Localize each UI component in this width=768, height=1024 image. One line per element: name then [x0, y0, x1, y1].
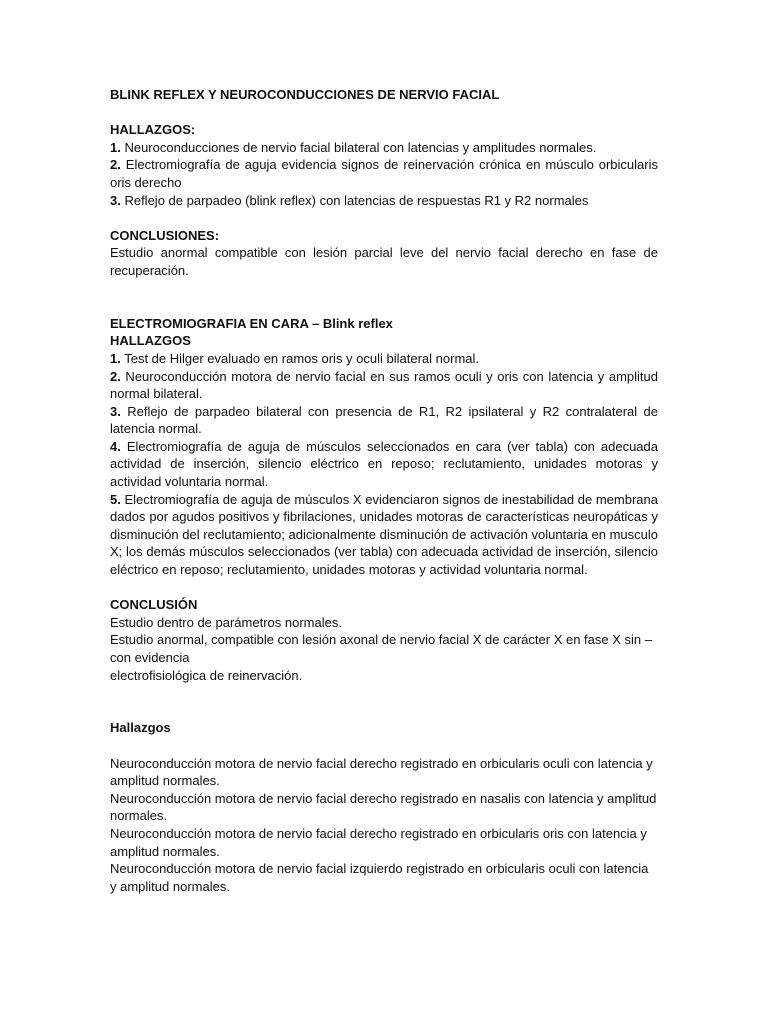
list-item: Neuroconducción motora de nervio facial derecho registrado en orbicularis oculi con latencia y amplitud normales. [110, 755, 653, 789]
finding-text: Electromiografía de aguja de músculos seleccionados en cara (ver tabla) con adecuada actividad de inserción, silencio eléctrico en reposo; reclutamiento, unidades motoras y actividad voluntaria normal. [110, 438, 658, 490]
section1-conclusions-text: Estudio anormal compatible con lesión parcial leve del nervio facial derecho en fase de recuperación. [110, 245, 658, 278]
section3-heading: Hallazgos [110, 720, 171, 736]
finding-number: 1. [110, 350, 121, 366]
conclusion-line: Estudio dentro de parámetros normales. [110, 614, 342, 630]
list-item: Neuroconducción motora de nervio facial derecho registrado en orbicularis oris con latencia y amplitud normales. [110, 825, 647, 859]
section1-findings-heading: HALLAZGOS: [110, 122, 196, 138]
finding-item [110, 438, 658, 491]
finding-text: Neuroconducción motora de nervio facial en sus ramos oculi y oris con latencia y amplitud normal bilateral. [110, 368, 658, 402]
finding-item [110, 192, 658, 210]
list-item: Neuroconducción motora de nervio facial izquierdo registrado en orbicularis oculi con latencia y amplitud normales. [110, 861, 649, 894]
finding-text: Electromiografía de aguja evidencia signos de reinervación crónica en músculo orbicularis oris derecho [110, 157, 658, 190]
section-electromiografia [110, 315, 658, 684]
section1-title: BLINK REFLEX Y NEUROCONDUCCIONES DE NERVIO FACIAL [110, 87, 500, 102]
finding-text: Neuroconducciones de nervio facial bilateral con latencias y amplitudes normales. [120, 139, 597, 155]
finding-text: Reflejo de parpadeo (blink reflex) con latencias de respuestas R1 y R2 normales [120, 192, 589, 208]
finding-number: 3. [110, 403, 121, 419]
list-item: Neuroconducción motora de nervio facial derecho registrado en nasalis con latencia y amplitud normales. [110, 790, 657, 824]
finding-item [110, 491, 658, 579]
finding-item [110, 368, 658, 403]
finding-number: 3. [110, 192, 121, 208]
finding-number: 1. [110, 139, 121, 155]
section-blink-reflex [110, 86, 658, 280]
finding-number: 5. [110, 491, 121, 507]
finding-text: Reflejo de parpadeo bilateral con presencia de R1, R2 ipsilateral y R2 contralateral de latencia normal. [110, 403, 658, 437]
conclusion-line: electrofisiológica de reinervación. [110, 667, 303, 683]
finding-item [110, 350, 658, 368]
section2-title: ELECTROMIOGRAFIA EN CARA – Blink reflex [110, 315, 393, 331]
section-hallazgos [110, 719, 658, 895]
conclusion-line: Estudio anormal, compatible con lesión axonal de nervio facial X de carácter X en fase X sin – con evidencia [110, 632, 652, 665]
section2-findings-heading: HALLAZGOS [110, 333, 191, 349]
finding-text: Test de Hilger evaluado en ramos oris y oculi bilateral normal. [120, 350, 479, 366]
document-page [110, 86, 658, 895]
finding-number: 4. [110, 438, 121, 454]
finding-number: 2. [110, 368, 121, 384]
section2-conclusion-heading: CONCLUSIÓN [110, 597, 198, 613]
finding-item [110, 403, 658, 438]
finding-text: Electromiografía de aguja de músculos X evidenciaron signos de inestabilidad de membrana dados por agudos positivos y fibrilaciones, unidades motoras de características neuropáticas y disminución del reclutamiento; adicionalmente disminución de activación voluntaria en musculo X; los demás músculos seleccionados (ver tabla) con adecuada actividad de inserción, silencio eléctrico en reposo; reclutamiento, unidades motoras y actividad voluntaria normal. [110, 491, 658, 578]
finding-item [110, 139, 658, 157]
finding-number: 2. [110, 157, 121, 173]
finding-item [110, 156, 658, 191]
section1-conclusions-heading: CONCLUSIONES: [110, 227, 220, 243]
